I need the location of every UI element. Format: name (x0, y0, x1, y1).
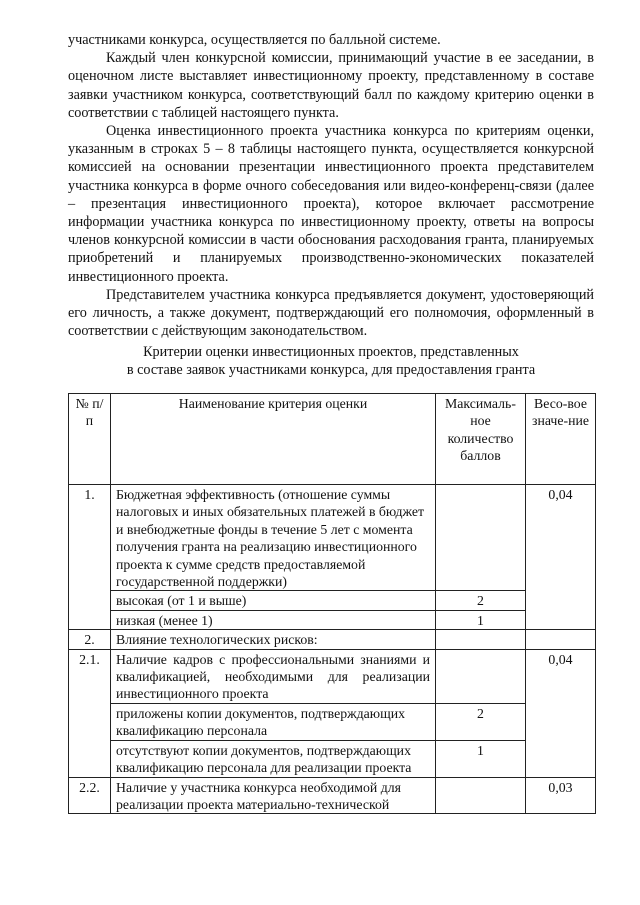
paragraph: Каждый член конкурсной комиссии, принимающий участие в ее заседании, в оценочном листе выставляет инвестиционному проекту, представленному в составе заявки участником конкурса, соответствующий балл по каждому критерию оценки в соответствии с таблицей настоящего пункта. (68, 50, 594, 121)
row-name: низкая (менее 1) (111, 610, 436, 629)
paragraph: Представителем участника конкурса предъявляется документ, удостоверяющий его личность, а также документ, подтверждающий его полномочия, оформленный в соответствии с действующим законодательством. (68, 286, 594, 340)
criteria-table (68, 393, 596, 814)
row-num: 2.1. (69, 649, 111, 777)
table-row (69, 703, 596, 740)
table-row (69, 777, 596, 814)
table-row (69, 649, 596, 703)
row-max (436, 485, 526, 591)
body-text (68, 31, 594, 340)
row-name: отсутствуют копии документов, подтверждающих квалификацию персонала для реализации проекта (111, 740, 436, 777)
header-name: Наименование критерия оценки (111, 394, 436, 485)
table-row (69, 630, 596, 649)
paragraph: Оценка инвестиционного проекта участника конкурса по критериям оценки, указанным в строках 5 – 8 таблицы настоящего пункта, осуществляется конкурсной комиссией на основании презентации инвестиционного проекта представителем участника конкурса в форме очного собеседования или видео-конференц-связи (далее – презентация инвестиционного проекта), которое включает рассмотрение информации участника конкурса по инвестиционному проекту, ответы на вопросы членов конкурсной комиссии в части обоснования расходования гранта, планируемых приобретений и планируемых производственно-экономических показателей инвестиционного проекта. (68, 123, 594, 285)
table-caption (68, 343, 594, 379)
row-max: 2 (436, 591, 526, 610)
caption-line: Критерии оценки инвестиционных проектов, представленных (143, 344, 519, 360)
table-row (69, 740, 596, 777)
row-max: 1 (436, 610, 526, 629)
table-header-row (69, 394, 596, 485)
row-name: высокая (от 1 и выше) (111, 591, 436, 610)
row-name: Наличие кадров с профессиональными знаниями и квалификацией, необходимыми для реализации инвестиционного проекта (111, 649, 436, 703)
row-weight: 0,03 (526, 777, 596, 814)
table-row (69, 591, 596, 610)
row-max (436, 649, 526, 703)
paragraph: участниками конкурса, осуществляется по балльной системе. (68, 32, 441, 48)
row-weight (526, 630, 596, 649)
row-name: Наличие у участника конкурса необходимой для реализации проекта материально-технической (111, 777, 436, 814)
row-name: приложены копии документов, подтверждающих квалификацию персонала (111, 703, 436, 740)
caption-line: в составе заявок участниками конкурса, для предоставления гранта (126, 362, 536, 379)
header-num: № п/п (69, 394, 111, 485)
row-name: Бюджетная эффективность (отношение суммы налоговых и иных обязательных платежей в бюджет и внебюджетные фонды в течение 5 лет с момента получения гранта на реализацию инвестиционного проекта к сумме средств предоставляемой государственной поддержки) (111, 485, 436, 591)
table-row (69, 610, 596, 629)
row-num: 2.2. (69, 777, 111, 814)
row-max: 2 (436, 703, 526, 740)
table-row (69, 485, 596, 591)
row-max (436, 630, 526, 649)
header-weight: Весо-вое значе-ние (526, 394, 596, 485)
row-name: Влияние технологических рисков: (111, 630, 436, 649)
row-num: 1. (69, 485, 111, 630)
row-weight: 0,04 (526, 485, 596, 630)
row-num: 2. (69, 630, 111, 649)
row-max (436, 777, 526, 814)
header-max: Максималь-ное количество баллов (436, 394, 526, 485)
row-max: 1 (436, 740, 526, 777)
row-weight: 0,04 (526, 649, 596, 777)
